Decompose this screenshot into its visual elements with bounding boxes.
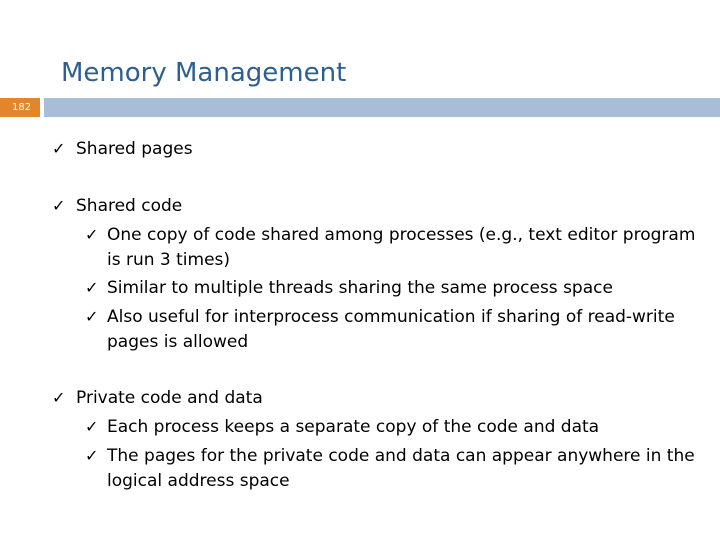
sub-bullet-item xyxy=(85,444,700,493)
checkmark-icon: ✓ xyxy=(85,278,99,297)
checkmark-icon: ✓ xyxy=(85,307,99,326)
checkmark-icon: ✓ xyxy=(85,417,99,436)
sub-bullet-item xyxy=(85,305,700,354)
bullet-item xyxy=(52,194,692,219)
checkmark-icon: ✓ xyxy=(85,225,99,244)
sub-bullet-item xyxy=(85,276,700,301)
bullet-item xyxy=(52,386,692,411)
bullet-text: Shared code xyxy=(76,196,183,216)
bullet-text: Shared pages xyxy=(76,139,193,159)
slide-title: Memory Management xyxy=(61,58,347,88)
bullet-item xyxy=(52,137,692,162)
checkmark-icon: ✓ xyxy=(85,446,99,465)
sub-bullet-text: One copy of code shared among processes (e.g., text editor program is run 3 times) xyxy=(107,225,696,270)
sub-bullet-text: Also useful for interprocess communication if sharing of read-write pages is allowed xyxy=(107,307,675,352)
slide-number: 182 xyxy=(12,102,32,113)
sub-bullet-text: The pages for the private code and data can appear anywhere in the logical address space xyxy=(107,446,695,491)
checkmark-icon: ✓ xyxy=(52,388,66,407)
sub-bullet-text: Similar to multiple threads sharing the same process space xyxy=(107,278,613,298)
sub-bullet-text: Each process keeps a separate copy of the code and data xyxy=(107,417,600,437)
checkmark-icon: ✓ xyxy=(52,196,66,215)
checkmark-icon: ✓ xyxy=(52,139,66,158)
sub-bullet-item xyxy=(85,415,700,440)
sub-bullet-item xyxy=(85,223,700,272)
bullet-text: Private code and data xyxy=(76,388,263,408)
